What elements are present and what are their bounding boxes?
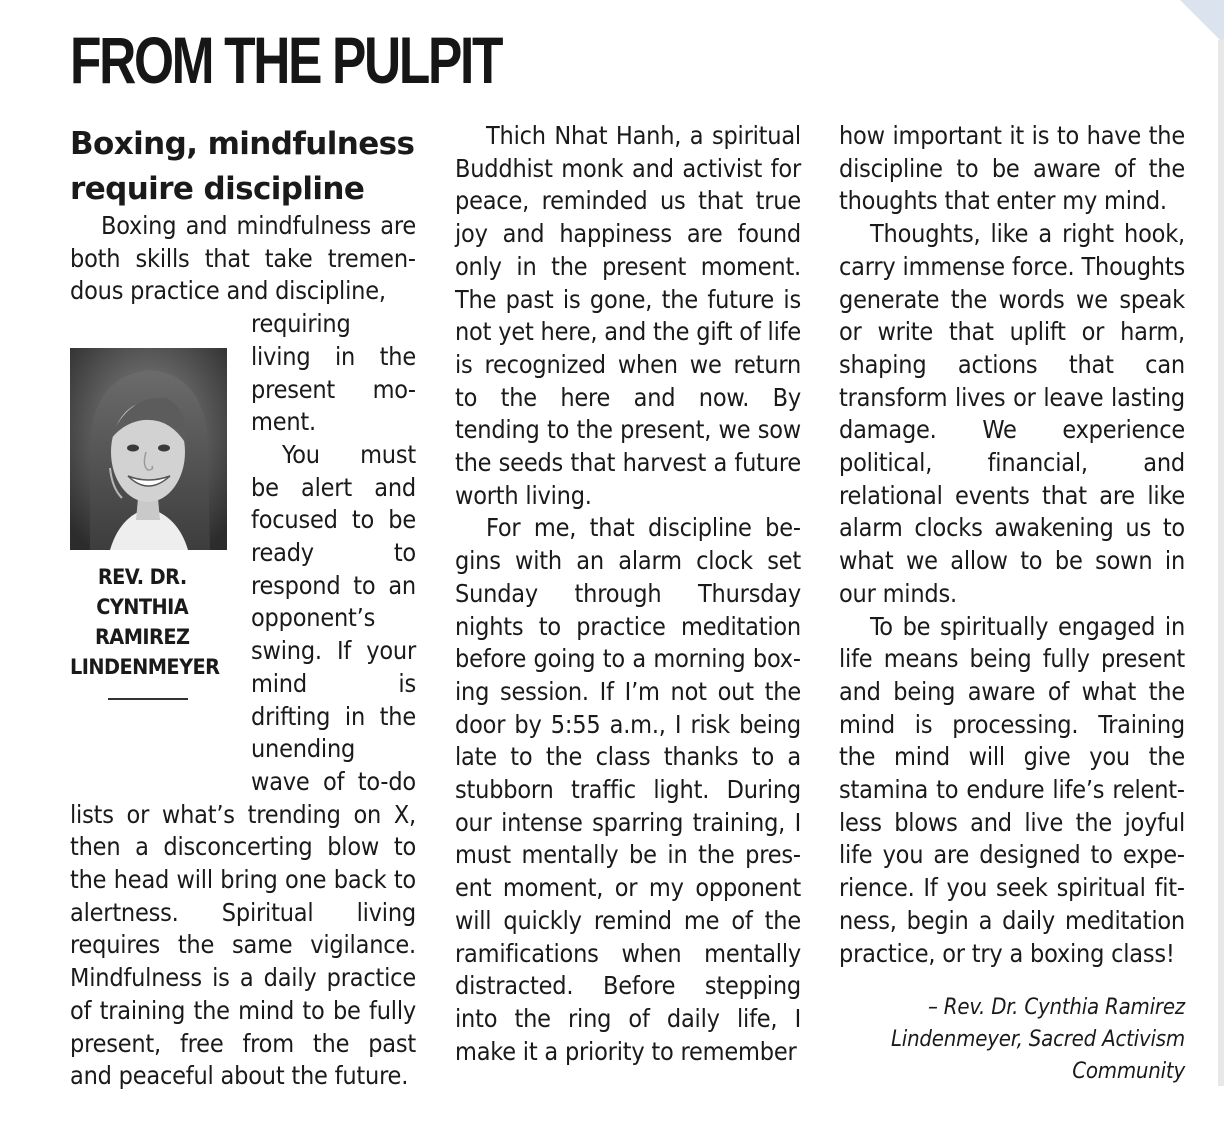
author-photo (70, 348, 227, 550)
paragraph-4-continued: how important it is to have the discipline to be aware of the thoughts that enter my mind. (839, 121, 1185, 216)
byline-divider (108, 698, 188, 700)
byline-line: REV. DR. (97, 565, 187, 590)
article-column-2 (455, 120, 801, 1068)
author-signature (839, 992, 1185, 1088)
page-edge (1218, 40, 1224, 1086)
paragraph-2: You must be alert and focused to be ready to respond to an opponent’s swing. If your mind is drifting in the unending wave of to-do lists or what’s trending on X, then a disconcerting blow to the head will bring one back to alertness. Spiritual living requires the same vigilance. Mindfulness is a daily practice of training the mind to be fully present, free from the past and peaceful about the future. (70, 439, 416, 1091)
byline-line: CYNTHIA (96, 595, 189, 620)
signature-line: Community (1072, 1059, 1185, 1085)
page-corner-fold (1180, 0, 1224, 44)
author-byline (70, 562, 220, 682)
byline-line: RAMIREZ (94, 625, 190, 650)
paragraph-1-wrap: requiring living in the present moment. (251, 309, 416, 437)
paragraph-4: For me, that discipline begins with an alarm clock set Sunday through Thursday nights to practice meditation before going to a morning boxing session. If I’m not out the door by 5:55 a.m., I risk being late to the class thanks to a stubborn traffic light. During our intense sparring training, I must mentally be in the present moment, or my opponent will quickly remind me of the ramifications when mentally distracted. Before stepping into the ring of daily life, I make it a priority to remember (455, 513, 801, 1066)
column-masthead: FROM THE PULPIT (70, 23, 502, 97)
signature-line: Lindenmeyer, Sacred Activism (890, 1027, 1185, 1053)
article-column-3 (839, 120, 1185, 1088)
article-headline: Boxing, mindfulness require discipline (70, 126, 415, 207)
paragraph-6: To be spiritually engaged in life means being fully present and being aware of what the mind is processing. Training the mind will give you the stamina to endure life’s relentless blows and live the joyful life you are designed to experience. If you seek spiritual fitness, begin a daily meditation practice, or try a boxing class! (839, 611, 1185, 968)
paragraph-1-lead: Boxing and mindfulness are both skills that take tremendous practice and discipline, (70, 211, 416, 306)
article-column-1 (70, 210, 416, 1093)
signature-line: – Rev. Dr. Cynthia Ramirez (928, 995, 1185, 1021)
paragraph-3: Thich Nhat Hanh, a spiritual Buddhist monk and activist for peace, reminded us that true joy and happiness are found only in the present moment. The past is gone, the future is not yet here, and the gift of life is recognized when we return to the here and now. By tending to the present, we sow the seeds that harvest a future worth living. (455, 121, 801, 510)
author-mugshot (70, 348, 251, 788)
paragraph-5: Thoughts, like a right hook, carry immense force. Thoughts generate the words we speak or write that uplift or harm, shaping actions that can transform lives or leave lasting damage. We experience political, financial, and relational events that are like alarm clocks awakening us to what we allow to be sown in our minds. (839, 219, 1185, 608)
byline-line: LINDENMEYER (70, 655, 220, 680)
